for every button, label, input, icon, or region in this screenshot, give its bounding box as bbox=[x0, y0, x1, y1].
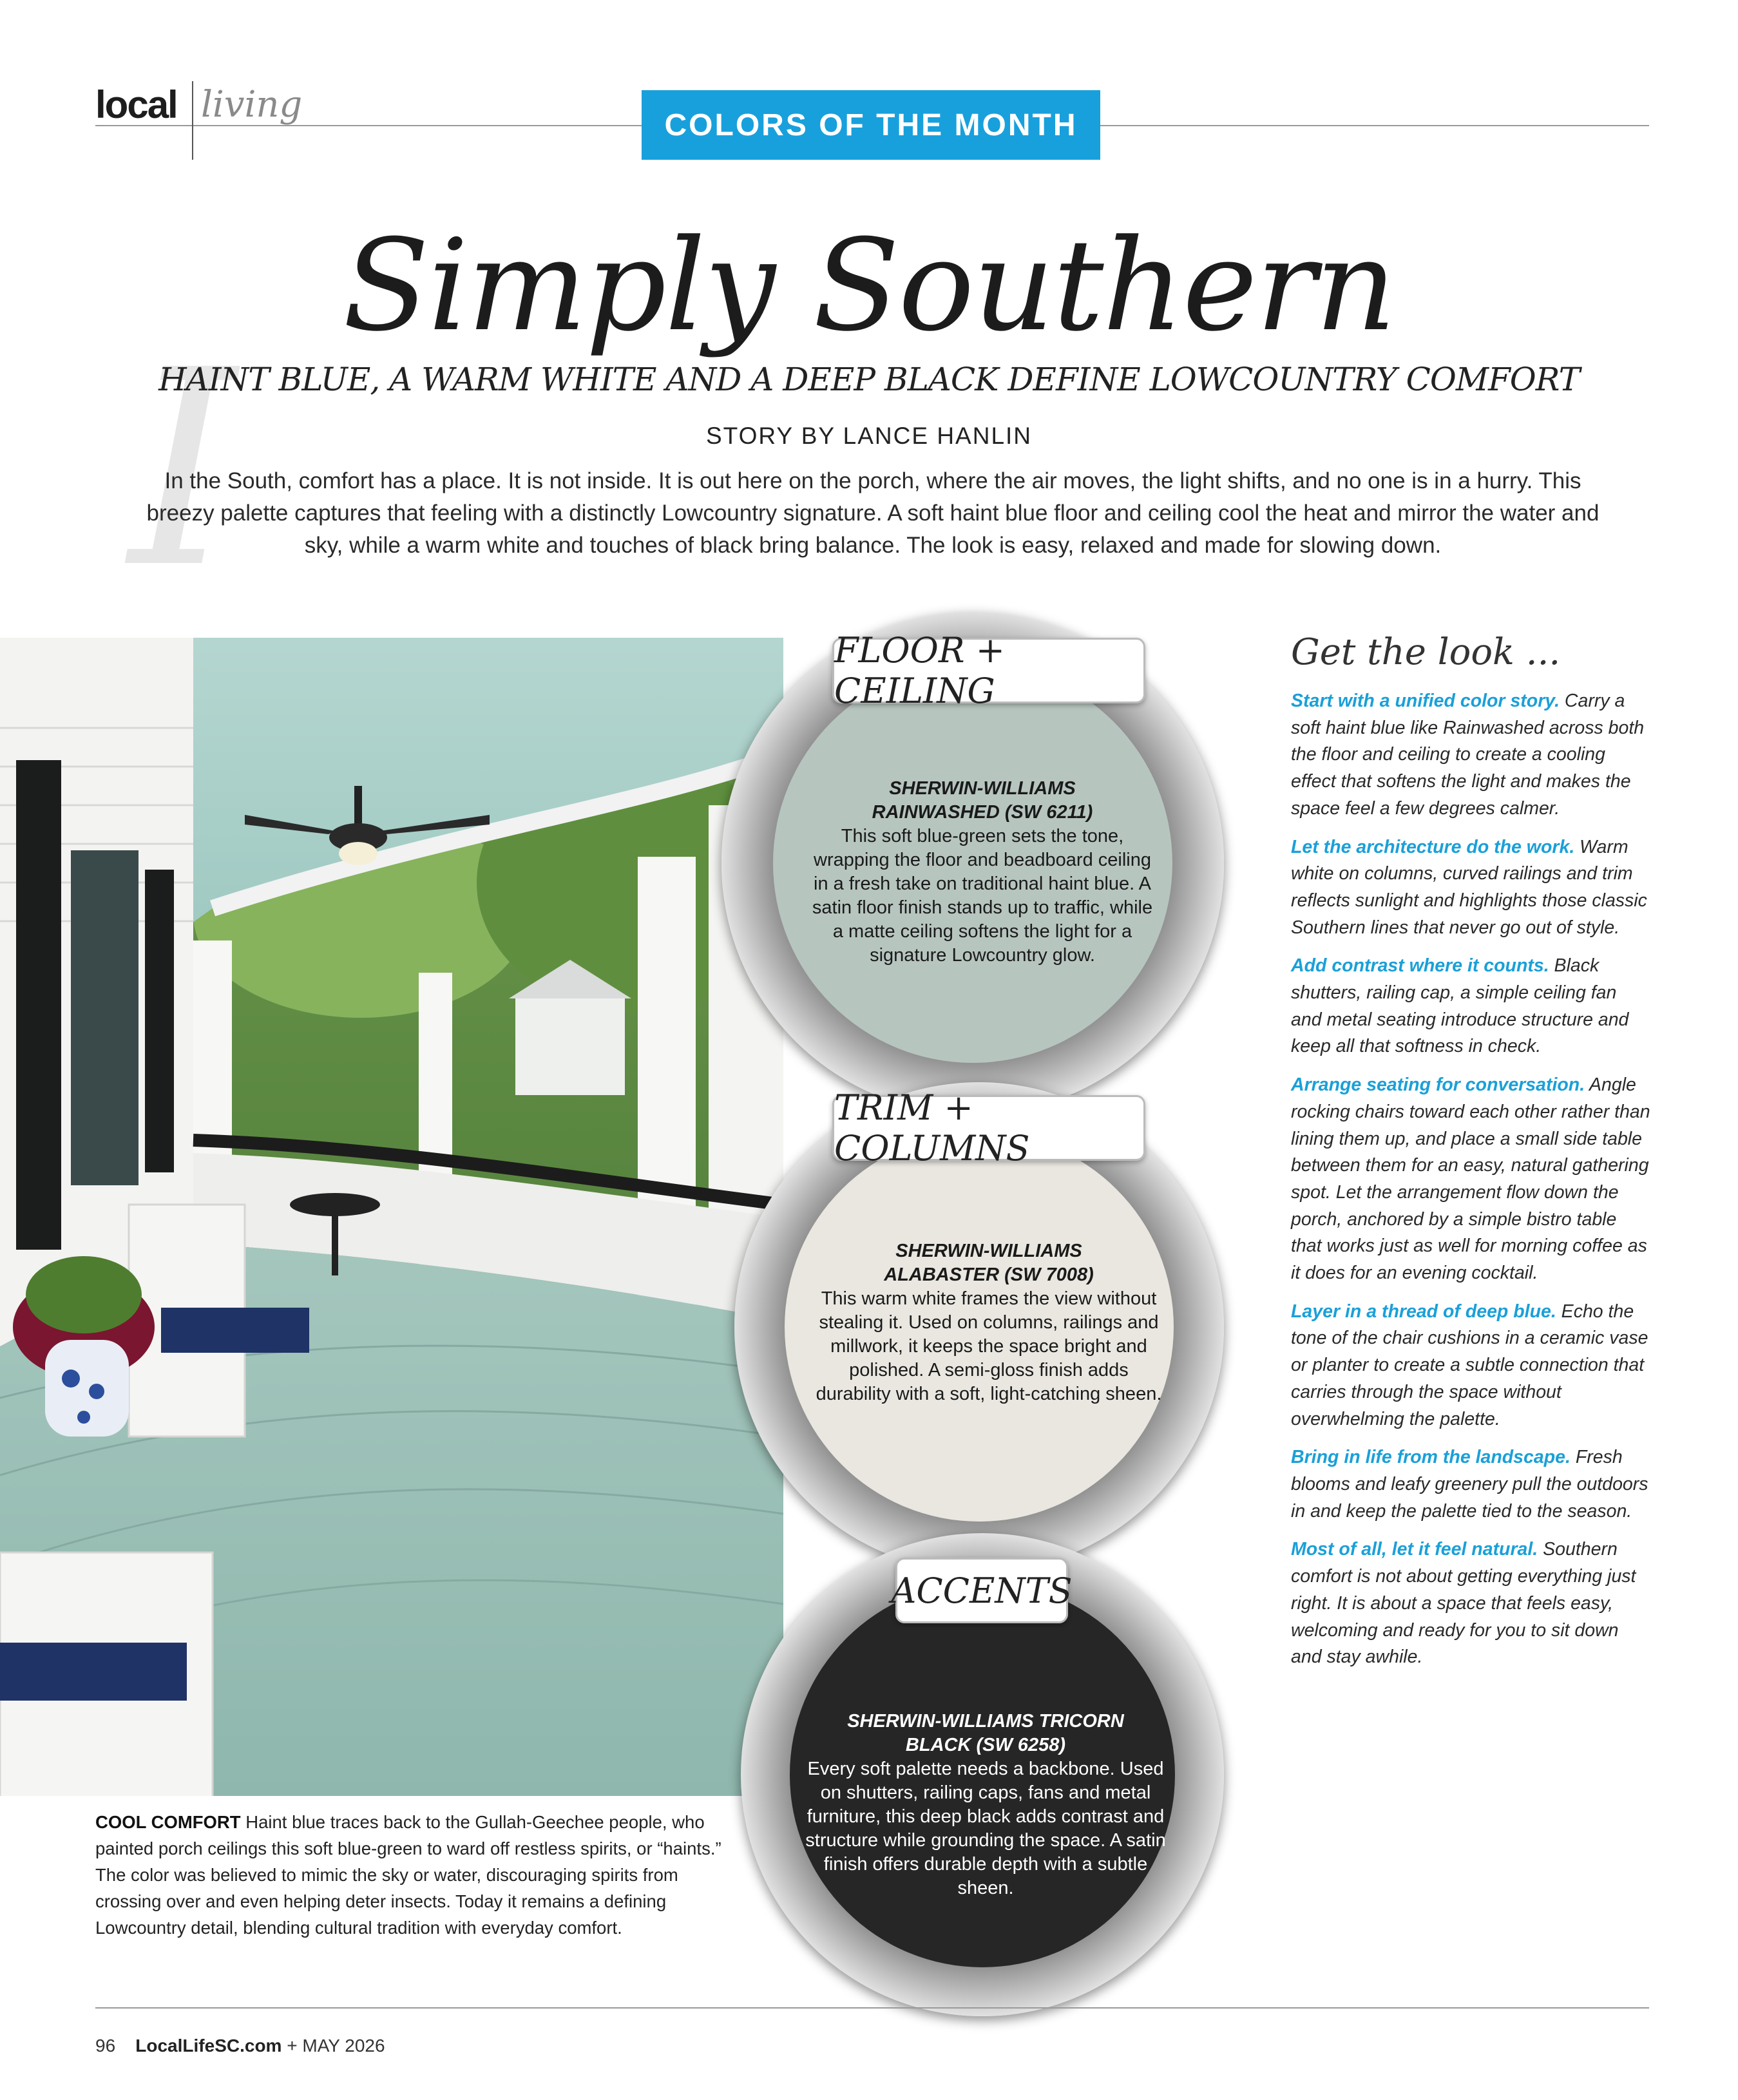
tip-text: Echo the tone of the chair cushions in a ceramic vase or planter to create a subtle connection that carries through the space without overwhelming the palette. bbox=[1291, 1301, 1648, 1429]
swatch-text-rainwashed bbox=[805, 777, 1160, 968]
tip-lead: Start with a unified color story. bbox=[1291, 691, 1560, 711]
page-footer bbox=[95, 2036, 385, 2056]
tip-text: Fresh blooms and leafy greenery pull the outdoors in and keep the palette tied to the season. bbox=[1291, 1447, 1648, 1522]
footer-separator: + bbox=[287, 2036, 298, 2056]
tip-lead: Let the architecture do the work. bbox=[1291, 836, 1575, 857]
swatch-text-alabaster bbox=[812, 1239, 1166, 1406]
tip-item bbox=[1291, 1072, 1652, 1287]
tip-item bbox=[1291, 1536, 1652, 1671]
footer-rule bbox=[95, 2007, 1649, 2009]
tip-lead: Bring in life from the landscape. bbox=[1291, 1447, 1571, 1468]
swatch-name-rainwashed: RAINWASHED (SW 6211) bbox=[872, 802, 1093, 823]
tip-lead: Layer in a thread of deep blue. bbox=[1291, 1301, 1556, 1322]
brand-logo-local: local bbox=[95, 83, 177, 126]
porch-illustration bbox=[0, 638, 783, 1796]
page-number: 96 bbox=[95, 2036, 116, 2056]
sidebar-heading: Get the look ... bbox=[1291, 631, 1561, 673]
site-link[interactable]: LocalLifeSC.com bbox=[135, 2036, 282, 2056]
issue-date: MAY 2026 bbox=[302, 2036, 385, 2056]
caption-lead: COOL COMFORT bbox=[95, 1812, 241, 1832]
brand-logo-living: living bbox=[201, 84, 303, 126]
swatch-brand-tricorn-black: SHERWIN-WILLIAMS TRICORN bbox=[847, 1711, 1124, 1732]
caption-text: Haint blue traces back to the Gullah-Geechee people, who painted porch ceilings this soft blue-green to ward off restless spirits, or “haints.” The color was believed to mimic the sky or water, discouraging spirits from crossing over and even helping deter insects. Today it remains a defining Lowcountry detail, blending cultural tradition with everyday comfort. bbox=[95, 1812, 721, 1938]
tip-text: Black shutters, railing cap, a simple ceiling fan and metal seating introduce structure and keep all that softness in check. bbox=[1291, 955, 1629, 1057]
swatch-label-accents: ACCENTS bbox=[895, 1558, 1068, 1623]
swatch-label-floor-ceiling: FLOOR + CEILING bbox=[832, 638, 1145, 703]
tip-text: Angle rocking chairs toward each other rather than lining them up, and place a small side table between them for an easy, natural gathering spot. Let the arrangement flow down the porch, anchored by a simple bistro table that works just as well for morning coffee as it does for an evening cocktail. bbox=[1291, 1074, 1650, 1284]
article-subtitle: HAINT BLUE, A WARM WHITE AND A DEEP BLACK DEFINE LOWCOUNTRY COMFORT bbox=[158, 361, 1580, 398]
tip-item bbox=[1291, 834, 1652, 942]
tip-lead: Add contrast where it counts. bbox=[1291, 955, 1549, 977]
byline: STORY BY LANCE HANLIN bbox=[705, 423, 1033, 449]
section-badge: COLORS OF THE MONTH bbox=[642, 90, 1100, 160]
tip-text: Carry a soft haint blue like Rainwashed across both the floor and ceiling to create a cooling effect that softens the light and makes the space feel a few degrees calmer. bbox=[1291, 691, 1645, 819]
swatch-text-tricorn-black bbox=[805, 1710, 1166, 1900]
tip-item bbox=[1291, 953, 1652, 1060]
tip-text: Warm white on columns, curved railings and trim reflects sunlight and highlights those classic Southern lines that never go out of style. bbox=[1291, 836, 1647, 938]
tip-item bbox=[1291, 1444, 1652, 1525]
swatch-desc-rainwashed: This soft blue-green sets the tone, wrapping the floor and beadboard ceiling in a fresh take on traditional haint blue. A satin floor finish stands up to traffic, while a matte ceiling softens the light for a signature Lowcountry glow. bbox=[812, 826, 1153, 966]
swatch-label-trim-columns: TRIM + COLUMNS bbox=[832, 1095, 1145, 1161]
tip-item bbox=[1291, 1299, 1652, 1433]
tip-lead: Arrange seating for conversation. bbox=[1291, 1074, 1585, 1096]
swatch-desc-tricorn-black: Every soft palette needs a backbone. Used on shutters, railing caps, fans and metal furniture, this deep black adds contrast and structure while grounding the space. A satin finish offers durable depth with a subtle sheen. bbox=[805, 1759, 1166, 1898]
article-title: Simply Southern bbox=[343, 213, 1395, 359]
swatch-brand-rainwashed: SHERWIN-WILLIAMS bbox=[889, 778, 1076, 799]
drop-cap: I bbox=[129, 312, 236, 627]
tip-text: Southern comfort is not about getting everything just right. It is about a space that feels easy, welcoming and ready for you to sit down and stay awhile. bbox=[1291, 1539, 1636, 1668]
swatch-brand-alabaster: SHERWIN-WILLIAMS bbox=[895, 1241, 1082, 1261]
intro-paragraph: In the South, comfort has a place. It is not inside. It is out here on the porch, where the air moves, the light shifts, and no one is in a hurry. This breezy palette captures that feeling with a distinctly Lowcountry signature. A soft haint blue floor and ceiling cool the heat and mirror the water and sky, while a warm white and touches of black bring balance. The look is easy, relaxed and made for slowing down. bbox=[146, 468, 1600, 558]
porch-photo bbox=[0, 638, 783, 1796]
tip-lead: Most of all, let it feel natural. bbox=[1291, 1539, 1538, 1560]
swatch-name-tricorn-black: BLACK (SW 6258) bbox=[905, 1735, 1066, 1755]
swatch-name-alabaster: ALABASTER (SW 7008) bbox=[884, 1265, 1094, 1285]
photo-caption bbox=[95, 1809, 740, 1941]
brand-divider bbox=[192, 81, 193, 160]
sidebar-tips bbox=[1291, 688, 1652, 1683]
swatch-desc-alabaster: This warm white frames the view without stealing it. Used on columns, railings and millwork, it keeps the space bright and polished. A semi-gloss finish adds durability with a soft, light-catching sheen. bbox=[816, 1288, 1162, 1404]
tip-item bbox=[1291, 688, 1652, 823]
